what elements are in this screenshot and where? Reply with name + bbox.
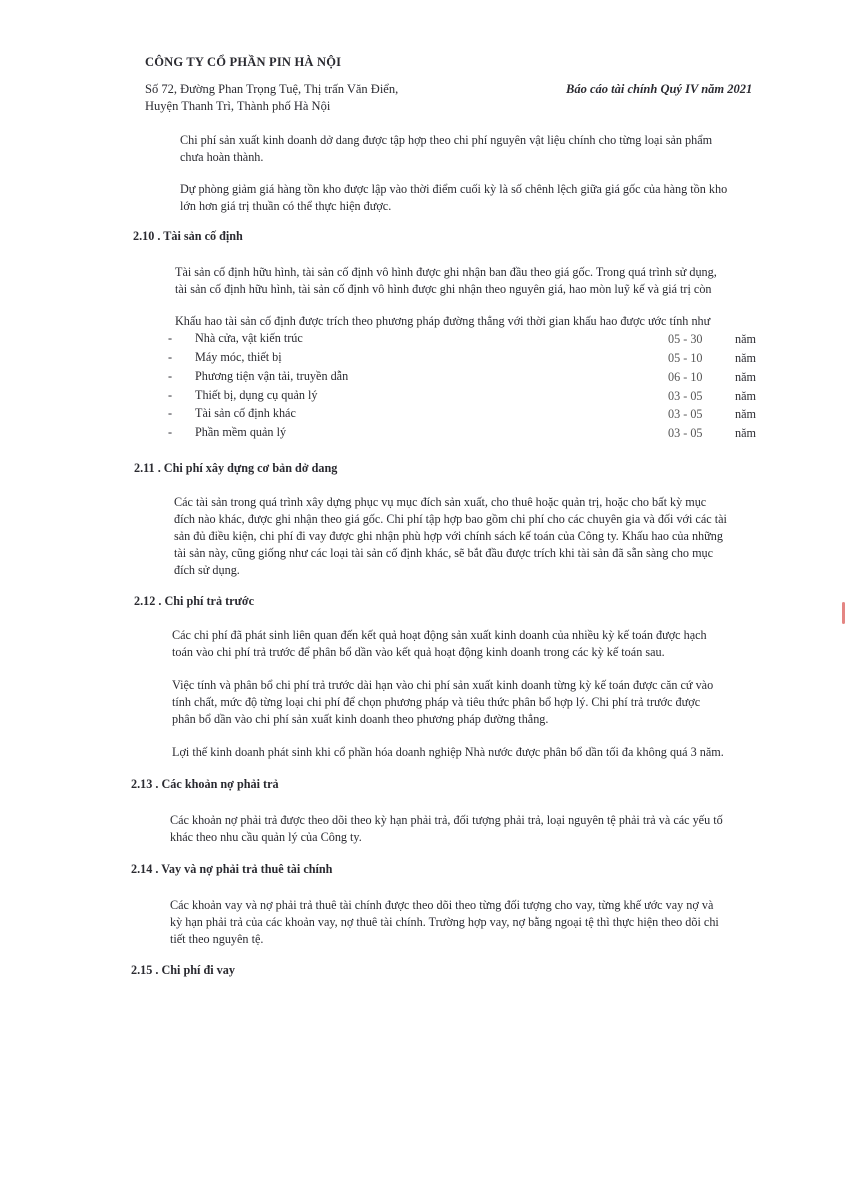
paragraph-line: đích sử dụng. xyxy=(174,563,240,577)
section-heading-2-15: 2.15 . Chi phí đi vay xyxy=(131,963,235,977)
intro-paragraph-1 xyxy=(180,132,762,166)
asset-type: Nhà cửa, vật kiến trúc xyxy=(195,331,303,345)
depreciation-row xyxy=(168,425,760,443)
section-2-12-paragraph-3 xyxy=(172,744,760,761)
section-2-10-paragraph-1 xyxy=(175,264,762,298)
company-address-line-2: Huyện Thanh Trì, Thành phố Hà Nội xyxy=(145,99,331,113)
scan-margin-mark xyxy=(842,602,845,624)
paragraph-line: Việc tính và phân bổ chi phí trả trước dài hạn vào chi phí sản xuất kinh doanh từng kỳ kế toán được căn cứ vào xyxy=(172,678,714,692)
depreciation-unit: năm xyxy=(735,370,756,384)
paragraph-line: tiết theo nguyên tệ. xyxy=(170,932,264,946)
company-address-line-1: Số 72, Đường Phan Trọng Tuệ, Thị trấn Văn Điển, xyxy=(145,82,399,96)
company-name: CÔNG TY CỔ PHẦN PIN HÀ NỘI xyxy=(145,55,342,69)
paragraph-line: toán vào chi phí trả trước để phân bổ dần vào kết quả hoạt động kinh doanh trong các kỳ kế toán sau. xyxy=(172,645,665,659)
paragraph-line: lớn hơn giá trị thuần có thể thực hiện được. xyxy=(180,199,392,213)
bullet-dash: - xyxy=(168,331,173,345)
bullet-dash: - xyxy=(168,369,173,383)
intro-paragraph-2 xyxy=(180,181,762,215)
paragraph-line: kỳ hạn phải trả của các khoản vay, nợ thuê tài chính. Trường hợp vay, nợ bằng ngoại tệ thì thực hiện theo dõi chi xyxy=(170,915,719,929)
section-2-13-paragraph-1 xyxy=(170,812,760,846)
section-2-11-paragraph-1 xyxy=(174,494,762,579)
paragraph-line: Các tài sản trong quá trình xây dựng phục vụ mục đích sản xuất, cho thuê hoặc quản trị, hoặc cho bất kỳ mục xyxy=(174,495,707,509)
asset-type: Phần mềm quản lý xyxy=(195,425,287,439)
section-2-12-paragraph-1 xyxy=(172,627,760,661)
section-2-12-paragraph-2 xyxy=(172,677,760,728)
paragraph-line: Khấu hao tài sản cố định được trích theo phương pháp đường thẳng với thời gian khấu hao được ước tính như xyxy=(175,314,711,328)
paragraph-line: Tài sản cố định hữu hình, tài sản cố định vô hình được ghi nhận ban đầu theo giá gốc. Trong quá trình sử dụng, xyxy=(175,265,717,279)
depreciation-years: 03 - 05 xyxy=(668,426,703,440)
paragraph-line: tài sản cố định hữu hình, tài sản cố định vô hình được ghi nhận theo nguyên giá, hao mòn luỹ kế và giá trị còn xyxy=(175,282,712,296)
paragraph-line: Các khoản nợ phải trả được theo dõi theo kỳ hạn phải trả, đối tượng phải trả, loại nguyên tệ phải trả và các yếu tố xyxy=(170,813,723,827)
depreciation-row xyxy=(168,331,760,349)
asset-type: Phương tiện vận tải, truyền dẫn xyxy=(195,369,349,383)
depreciation-years: 03 - 05 xyxy=(668,407,703,421)
paragraph-line: Các khoản vay và nợ phải trả thuê tài chính được theo dõi theo từng đối tượng cho vay, từng khế ước vay nợ và xyxy=(170,898,714,912)
section-2-10-paragraph-2 xyxy=(175,313,762,330)
report-title: Báo cáo tài chính Quý IV năm 2021 xyxy=(566,82,753,96)
bullet-dash: - xyxy=(168,350,173,364)
depreciation-row xyxy=(168,350,760,368)
depreciation-years: 03 - 05 xyxy=(668,389,703,403)
depreciation-years: 05 - 10 xyxy=(668,351,703,365)
depreciation-unit: năm xyxy=(735,389,756,403)
bullet-dash: - xyxy=(168,388,173,402)
paragraph-line: đích nào khác, được ghi nhận theo giá gốc. Chi phí tập hợp bao gồm chi phí cho các chuyên gia và đối với các tài xyxy=(174,512,727,526)
paragraph-line: chưa hoàn thành. xyxy=(180,150,264,164)
depreciation-years: 05 - 30 xyxy=(668,332,703,346)
bullet-dash: - xyxy=(168,425,173,439)
section-heading-2-11: 2.11 . Chi phí xây dựng cơ bản dở dang xyxy=(134,461,338,475)
bullet-dash: - xyxy=(168,406,173,420)
depreciation-unit: năm xyxy=(735,426,756,440)
section-heading-2-10: 2.10 . Tài sản cố định xyxy=(133,229,243,243)
paragraph-line: khác theo nhu cầu quản lý của Công ty. xyxy=(170,830,362,844)
depreciation-unit: năm xyxy=(735,407,756,421)
asset-type: Máy móc, thiết bị xyxy=(195,350,282,364)
section-heading-2-12: 2.12 . Chi phí trả trước xyxy=(134,594,255,608)
paragraph-line: Chi phí sản xuất kinh doanh dở dang được tập hợp theo chi phí nguyên vật liệu chính cho từng loại sản phẩm xyxy=(180,133,713,147)
paragraph-line: tài sản này, cũng giống như các loại tài sản cố định khác, sẽ bắt đầu được trích khi tài sản đã sẵn sàng cho mục xyxy=(174,546,714,560)
depreciation-years: 06 - 10 xyxy=(668,370,703,384)
section-2-14-paragraph-1 xyxy=(170,897,760,948)
depreciation-unit: năm xyxy=(735,332,756,346)
paragraph-line: Dự phòng giảm giá hàng tồn kho được lập vào thời điểm cuối kỳ là số chênh lệch giữa giá gốc của hàng tồn kho xyxy=(180,182,728,196)
paragraph-line: sản đủ điều kiện, chi phí đi vay được ghi nhận phù hợp với chính sách kế toán của Công ty. Khấu hao của những xyxy=(174,529,723,543)
paragraph-line: Lợi thế kinh doanh phát sinh khi cổ phần hóa doanh nghiệp Nhà nước được phân bổ dần tối đa không quá 3 năm. xyxy=(172,745,724,759)
depreciation-row xyxy=(168,388,760,406)
asset-type: Tài sản cố định khác xyxy=(195,406,296,420)
depreciation-row xyxy=(168,369,760,387)
paragraph-line: phân bổ dần vào chi phí sản xuất kinh doanh theo phương pháp đường thẳng. xyxy=(172,712,549,726)
depreciation-row xyxy=(168,406,760,424)
section-heading-2-13: 2.13 . Các khoản nợ phải trả xyxy=(131,777,279,791)
paragraph-line: tính chất, mức độ từng loại chi phí để chọn phương pháp và tiêu thức phân bổ hợp lý. Chi phí trả trước được xyxy=(172,695,701,709)
paragraph-line: Các chi phí đã phát sinh liên quan đến kết quả hoạt động sản xuất kinh doanh của nhiều kỳ kế toán được hạch xyxy=(172,628,707,642)
section-heading-2-14: 2.14 . Vay và nợ phải trả thuê tài chính xyxy=(131,862,333,876)
depreciation-unit: năm xyxy=(735,351,756,365)
asset-type: Thiết bị, dụng cụ quản lý xyxy=(195,388,318,402)
